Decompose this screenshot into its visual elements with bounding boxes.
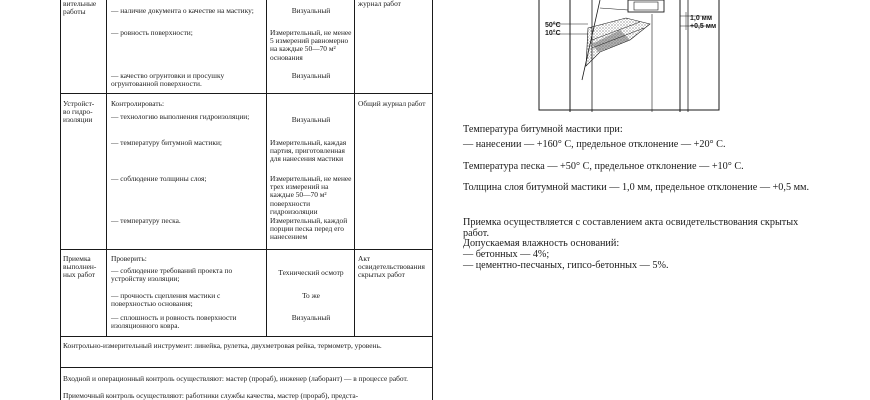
row3-item-3: — сплошность и ровность поверхности изоляционного ковра. [111,313,237,331]
table-col-divider-1 [106,0,107,337]
acceptance-text: Приемка осуществляется с составлением акта освидетельствования скрытых работ. [463,217,799,239]
section-diagram [530,0,730,112]
table-col-divider-2 [266,0,267,337]
row3-method-2: То же [302,291,320,300]
row2-heading: Контролировать: [111,99,164,108]
row-divider-2 [60,249,433,250]
row2-item-3: — соблюдение толщины слоя; [111,174,207,183]
row-divider-4 [60,367,433,368]
table-border-left [60,0,61,400]
moisture-concrete: — бетонных — 4%; [463,249,550,260]
row1-method-1: Визуальный [291,6,331,15]
moisture-cement: — цементно-песчаных, гипсо-бетонных — 5%. [463,260,669,271]
row2-doc: Общий журнал работ [358,99,426,108]
row2-method-2: Измерительный, каждая партия, приготовленная для нанесения мастики [270,138,347,164]
diagram-tolerance-label: 1,0 мм +0,5 мм [690,15,717,30]
row3-item-1: — соблюдение требований проекта по устройству изоляции; [111,266,233,284]
row2-item-1: — технологию выполнения гидроизоляции; [111,112,250,121]
mastic-temp-heading: Температура битумной мастики при: [463,124,623,135]
row3-stage: Приемка выполнен- ных работ [63,254,97,280]
row2-method-3: Измерительный, не менее трех измерений на каждые 50—70 м² поверхности гидроизоляции [270,174,352,216]
row3-method-3: Визуальный [291,313,331,322]
control-note-2: Приемочный контроль осуществляют: работники службы качества, мастер (прораб), предста- [63,391,359,400]
row2-item-4: — температуру песка. [111,216,181,225]
sand-temp: Температура песка — +50° С, предельное отклонение — +10° С. [463,161,744,172]
table-col-divider-3 [354,0,355,337]
row1-method-3: Визуальный [291,71,331,80]
moisture-heading: Допускаемая влажность оснований: [463,238,620,249]
row2-item-2: — температуру битумной мастики; [111,138,222,147]
row-divider-3 [60,336,433,337]
row2-stage: Устройст- во гидро- изоляции [63,99,95,125]
row2-method-1: Визуальный [291,115,331,124]
row-divider-1 [60,93,433,94]
row3-item-2: — прочность сцепления мастики с поверхностью основания; [111,291,221,309]
row3-method-1: Технический осмотр [278,268,344,277]
row1-stage: вительные работы [63,0,97,17]
row2-method-4: Измерительный, каждой порции песка перед его нанесением [270,216,348,242]
row1-item-3: — качество огрунтовки и просушку огрунтованной поверхности. [111,71,225,89]
row3-doc: Акт освидетельствования скрытых работ [358,254,425,280]
mastic-thickness: Толщина слоя битумной мастики — 1,0 мм, предельное отклонение — +0,5 мм. [463,182,810,193]
row1-doc: журнал работ [358,0,401,8]
row1-item-2: — ровность поверхности; [111,28,193,37]
mastic-temp-line: — нанесении — +160° С, предельное отклонение — +20° С. [463,139,726,150]
instrument-note: Контрольно-измерительный инструмент: линейка, рулетка, двухметровая рейка, термометр, уровень. [63,341,382,350]
control-note-1: Входной и операционный контроль осуществляют: мастер (прораб), инженер (лаборант) — в процессе работ. [63,374,409,383]
row3-heading: Проверить: [111,254,147,263]
row1-item-1: — наличие документа о качестве на мастику; [111,6,254,15]
diagram-temp-label: 50°C 10°C [545,22,561,37]
table-border-right [432,0,433,400]
row1-method-2: Измерительный, не менее 5 измерений равномерно на каждые 50—70 м² основания [270,28,352,62]
